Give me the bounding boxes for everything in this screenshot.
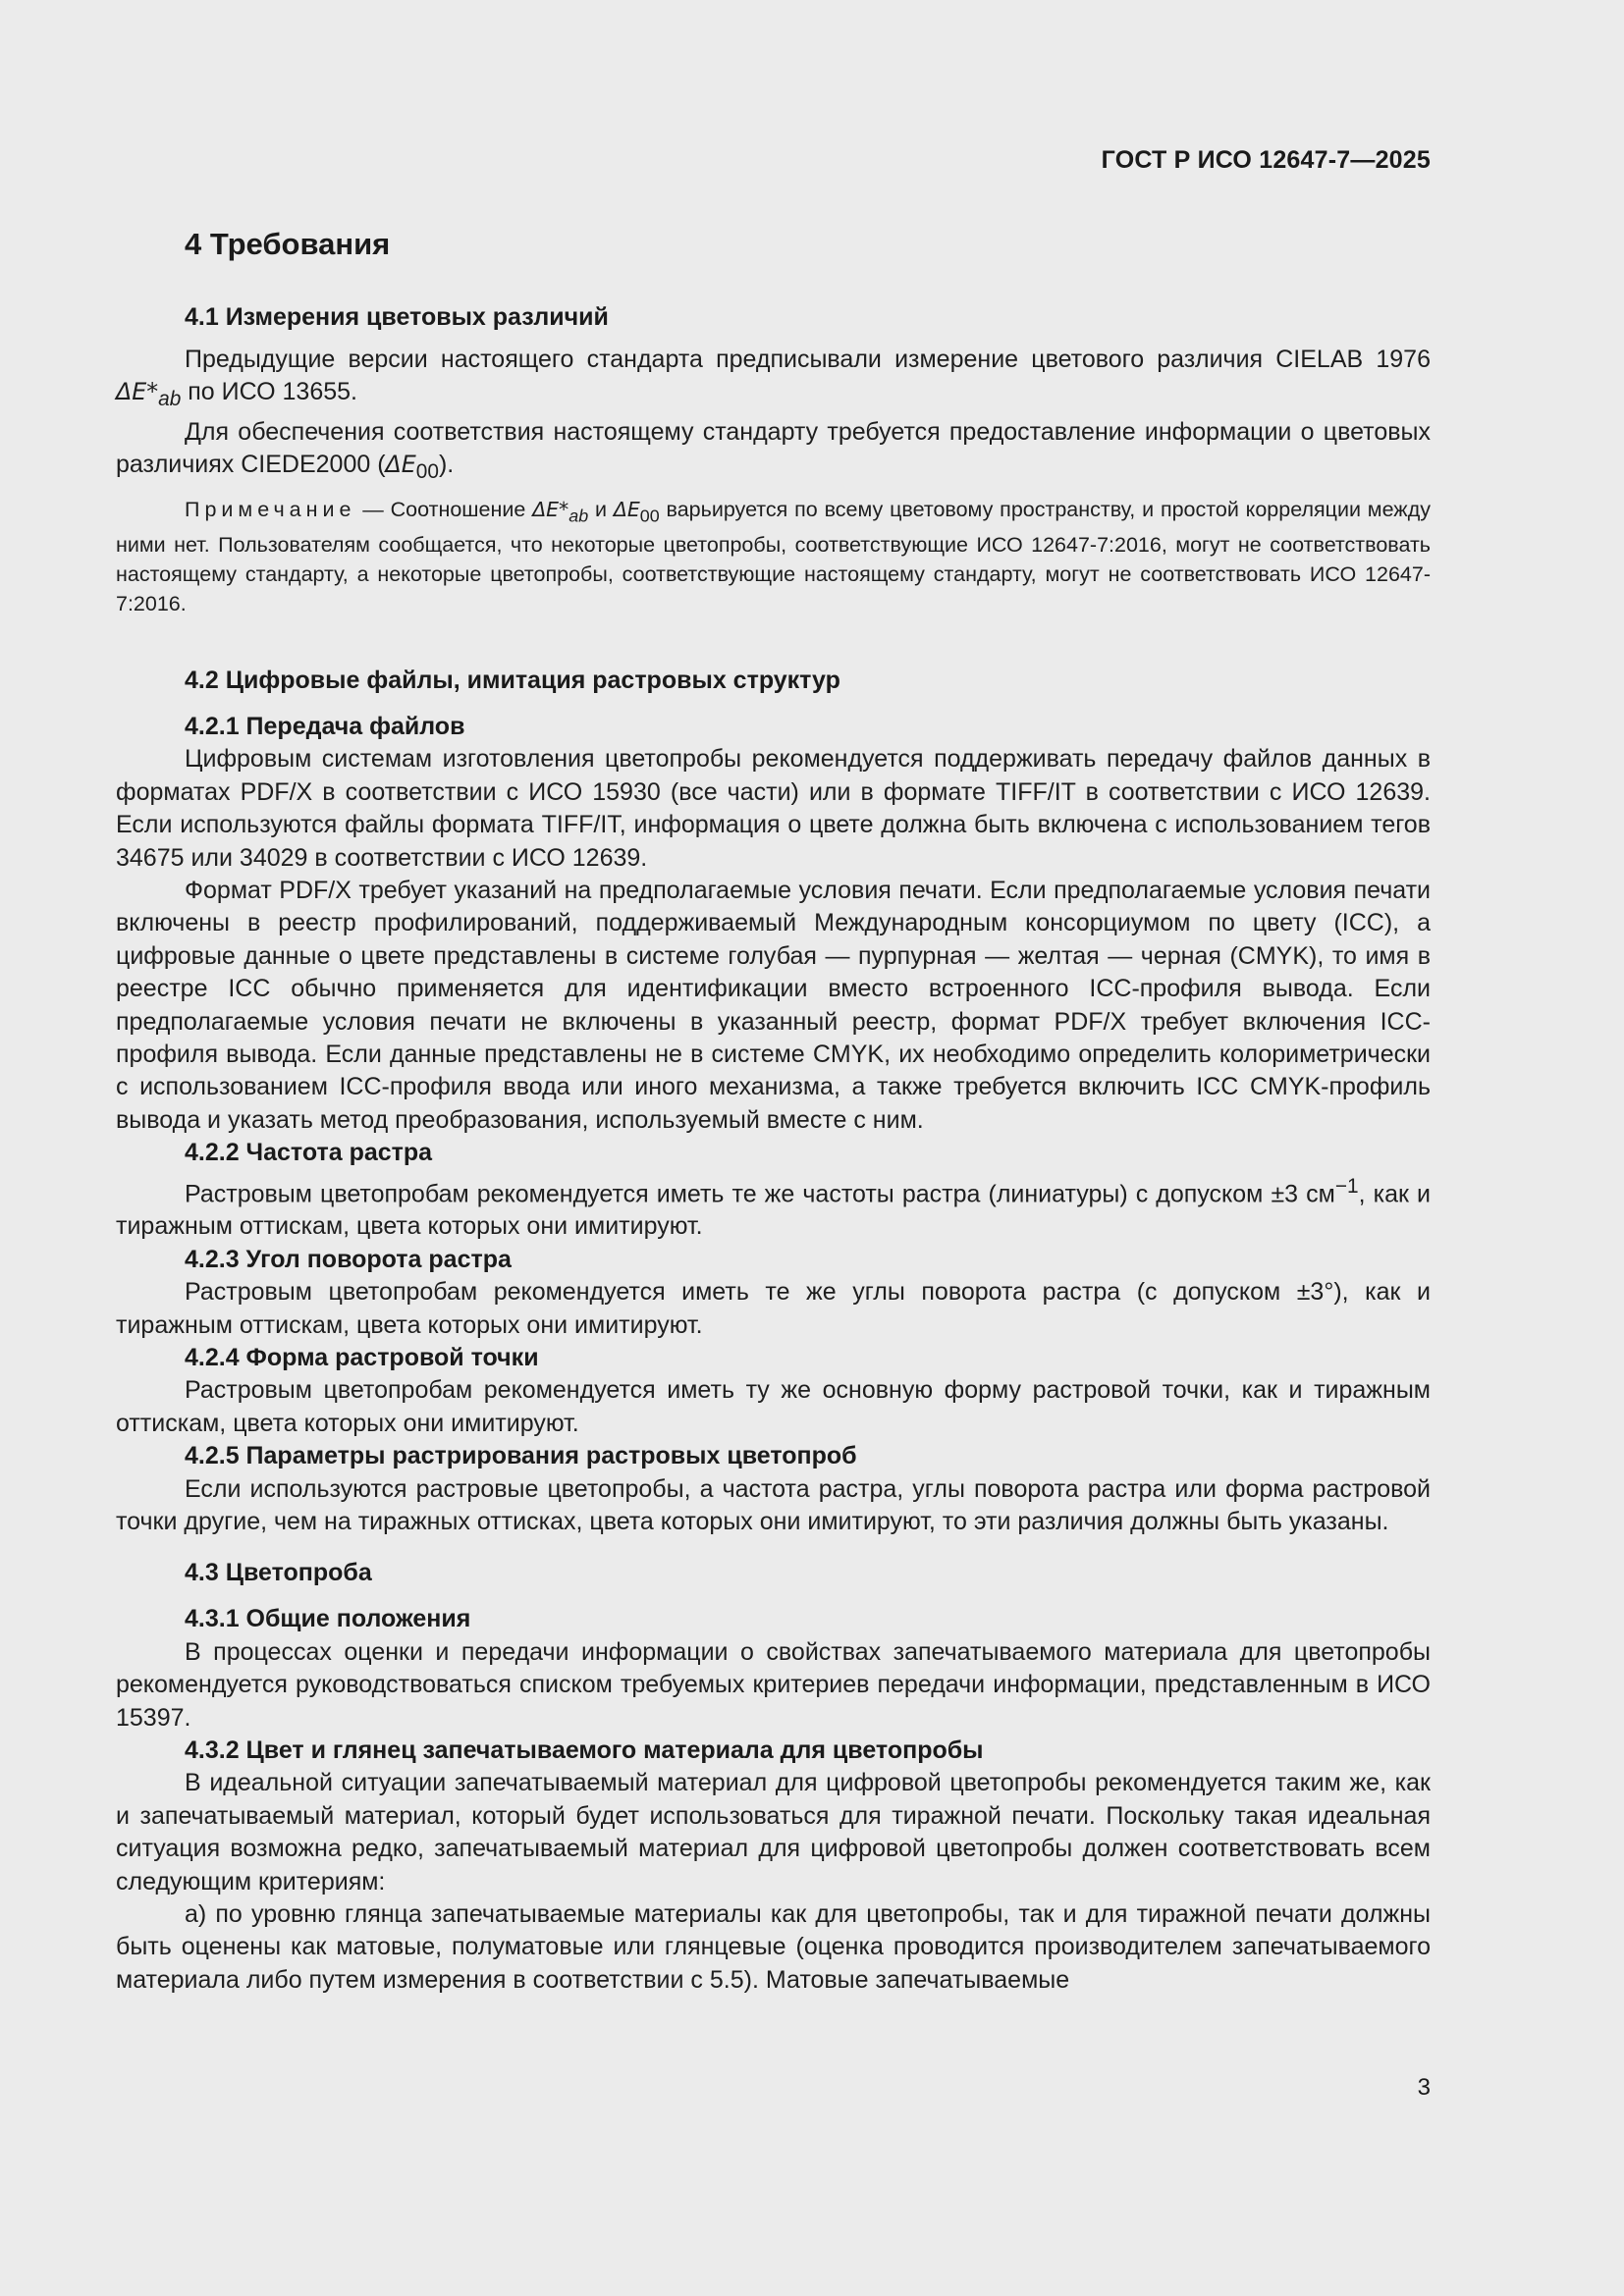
section-4-3-title: 4.3 Цветопроба (185, 1559, 372, 1587)
section-4-1-note: Примечание — Соотношение $\Delta E*_{ab}$ и $\Delta E_{00}$ варьируется по всему цветовому пространству, и простой корреляции между ними нет. Пользователям сообщается, что некоторые цветопробы, соответствующие ИСО 12647-7:2016, могут не соответствовать настоящему стандарту, а некоторые цветопробы, соответствующие настоящему стандарту, могут не соответствовать ИСО 12647-7:2016. (116, 497, 1431, 615)
section-4-2-title: 4.2 Цифровые файлы, имитация растровых структур (185, 666, 840, 694)
section-4-2-4-title: 4.2.4 Форма растровой точки (185, 1343, 539, 1371)
section-4-2-3-paragraph: Растровым цветопробам рекомендуется иметь те же углы поворота растра (с допуском ±3°), как и тиражным оттискам, цвета которых они имитируют. (116, 1278, 1431, 1339)
section-4-2-5-title: 4.2.5 Параметры растрирования растровых цветопроб (185, 1442, 857, 1470)
section-4-2-4-paragraph: Растровым цветопробам рекомендуется иметь ту же основную форму растровой точки, как и тиражным оттискам, цвета которых они имитируют. (116, 1376, 1431, 1437)
section-4-2-3-title: 4.2.3 Угол поворота растра (185, 1245, 512, 1273)
section-4-2-2-title: 4.2.2 Частота растра (185, 1139, 433, 1167)
section-4-1-paragraph-1: Предыдущие версии настоящего стандарта предписывали измерение цветового различия CIELAB 1976 $\Delta E*_{ab}$ по ИСО 13655. (116, 346, 1431, 411)
section-4-title: 4 Требования (185, 227, 391, 261)
section-4-1-paragraph-2: Для обеспечения соответствия настоящему стандарту требуется предоставление информации о цветовых различиях CIEDE2000 $(\Delta E_{00})$. (116, 417, 1431, 484)
section-4-2-1-title: 4.2.1 Передача файлов (185, 712, 465, 740)
section-4-2-2-paragraph: Растровым цветопробам рекомендуется иметь те же частоты растра (линиатуры) с допуском ±3 $см^{-1}$, как и тиражным оттискам, цвета которых они имитируют. (116, 1174, 1431, 1241)
section-4-3-1-title: 4.3.1 Общие положения (185, 1605, 471, 1633)
section-4-3-2-item-a: а) по уровню глянца запечатываемые материалы как для цветопробы, так и для тиражной печати должны быть оценены как матовые, полуматовые или глянцевые (оценка проводится производителем запечатываемого материала либо путем измерения в соответствии с 5.5). Матовые запечатываемые (116, 1900, 1431, 1994)
document-code: ГОСТ Р ИСО 12647-7—2025 (1101, 146, 1431, 174)
section-4-3-1-paragraph: В процессах оценки и передачи информации о свойствах запечатываемого материала для цветопробы рекомендуется руководствоваться списком требуемых критериев передачи информации, представленным в ИСО 15397. (116, 1637, 1431, 1732)
section-4-1-title: 4.1 Измерения цветовых различий (185, 303, 609, 331)
section-4-2-1-paragraph-2: Формат PDF/X требует указаний на предполагаемые условия печати. Если предполагаемые условия печати включены в реестр профилирований, поддерживаемый Международным консорциумом по цвету (ICC), а цифровые данные о цвете представлены в системе голубая — пурпурная — желтая — черная (CMYK), то имя в реестре ICC обычно применяется для идентификации вместо встроенного ICC-профиля вывода. Если предполагаемые условия печати не включены в указанный реестр, формат PDF/X требует включения ICC-профиля вывода. Если данные представлены не в системе CMYK, их необходимо определить колориметрически с использованием ICC-профиля ввода или иного механизма, а также требуется включить ICC CMYK-профиль вывода и указать метод преобразования, используемый вместе с ним. (116, 876, 1431, 1134)
page-number: 3 (1417, 2074, 1431, 2101)
section-4-2-1-paragraph-1: Цифровым системам изготовления цветопробы рекомендуется поддерживать передачу файлов данных в форматах PDF/X в соответствии с ИСО 15930 (все части) или в формате TIFF/IT в соответствии с ИСО 12639. Если используются файлы формата TIFF/IT, информация о цвете должна быть включена с использованием тегов 34675 или 34029 в соответствии с ИСО 12639. (116, 745, 1431, 872)
document-body (116, 222, 1431, 1997)
section-4-3-2-paragraph-1: В идеальной ситуации запечатываемый материал для цифровой цветопробы рекомендуется таким же, как и запечатываемый материал, который будет использоваться для тиражной печати. Поскольку такая идеальная ситуация возможна редко, запечатываемый материал для цифровой цветопробы должен соответствовать всем следующим критериям: (116, 1769, 1431, 1896)
section-4-2-5-paragraph: Если используются растровые цветопробы, а частота растра, углы поворота растра или форма растровой точки другие, чем на тиражных оттисках, цвета которых они имитируют, то эти различия должны быть указаны. (116, 1474, 1431, 1535)
section-4-3-2-title: 4.3.2 Цвет и глянец запечатываемого материала для цветопробы (185, 1736, 984, 1765)
